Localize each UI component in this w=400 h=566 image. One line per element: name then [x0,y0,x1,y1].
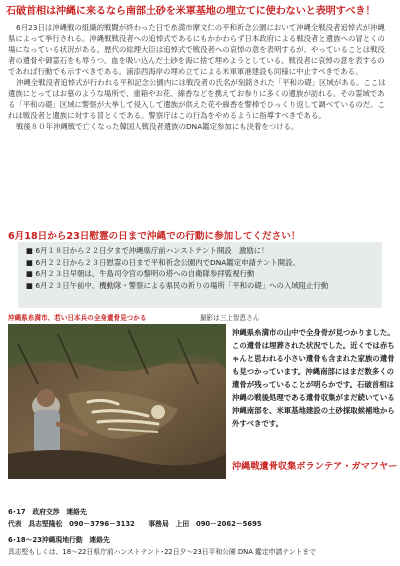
body-paragraph: 沖縄全戦没者追悼式が行われる平和記念公園内には戦没者の氏名が刻銘された「平和の礎」区域がある。ここは遺族にとってはお墓のような場所で、重箱やお花、線香などを携えてお参りに多くの遺族が訪れる。その霊域である「平和の礎」区域に警察が大挙して侵入して遺族が供えた花や線香を警棒でひっくり返して調べているのだ。これは戦没者と遺族に対する冒とくである。警察庁はこの行為をやめるように指導すべきである。 [8,78,386,120]
body-paragraph: 6月23日は沖縄戦の組織的戦闘が終わった日で糸満市摩文仁の平和祈念公園において沖縄全戦没者追悼式が沖縄県によって挙行される。沖縄戦戦没者への追悼式であるにもかかわらず日本政府による戦没者と遺族への冒とくの場になっている状況がある。歴代の総理大臣は追悼式で戦没者への哀悼の意を表明するが、やっていることは戦没者の遺骨や御霊石をも辱うつ、血を吸い込んだ土砂を海に捨て埋めようとしている。戦没者に哀悼の意を表するのであれば行動でも示すべきである。浦添西海岸の埋め立てによる米軍軍港建設も同様に中止すべきである。 [8,23,385,76]
contact-heading-okinawa: 6･18～23沖縄現地行動 連絡先 [8,536,110,544]
schedule-item: ■ 6月２２日から２３日慰霊の日まで平和祈念公園内でDNA鑑定申請テント開設、 [26,257,300,267]
contact-representative: 代表 具志堅隆松 090－3796－3132 事務局 上田 090－2062－5695 [8,520,262,528]
schedule-item-text: 6月１８日から２２日夕まで沖縄県庁前ハンストテント開設 激励に！ [35,246,269,255]
contact-heading-negotiation: 6･17 政府交渉 連絡先 [8,508,87,516]
schedule-item-text: 6月２２日から２３日慰霊の日まで平和祈念公園内でDNA鑑定申請テント開設、 [35,257,300,267]
schedule-item-text: 6月２３日午前中、機動隊・警察による県民の祈りの場所「平和の礎」への入域阻止行動 [35,280,329,290]
schedule-box [18,242,382,308]
schedule-title: 6月18日から23日慰霊の日まで沖縄での行動に参加してください！ [8,231,301,242]
excavation-photo [8,324,226,479]
body-paragraph: 戦後８０年沖縄戦で亡くなった韓国人戦没者遺族のDNA鑑定参加にも決着をつける。 [16,122,299,131]
schedule-list [18,242,382,291]
schedule-item: ■ 6月１８日から２２日夕まで沖縄県庁前ハンストテント開設 激励に！ [26,246,269,255]
photo-caption: 沖縄県糸満市、若い日本兵の全身遺骨見つかる [8,314,147,322]
schedule-item: ■ 6月２３日午前中、機動隊・警察による県民の祈りの場所「平和の礎」への入域阻止行動 [26,280,329,290]
schedule-item: ■ 6月２３日早朝は、牛島司令官の黎明の塔への自衛隊参拝監視行動 [26,269,255,279]
photo-credit: 撮影は三上智恵さん [200,314,260,322]
schedule-item-text: 6月２３日早朝は、牛島司令官の黎明の塔への自衛隊参拝監視行動 [35,269,255,279]
headline: 石破首相は沖縄に来るなら南部土砂を米軍基地の埋立てに使わないと表明すべき！ [6,6,376,17]
contact-locations: 具志堅もしくは、18～22日県庁前ハンストテント･22日夕～23日平和公園 DNA 鑑定申請テントまで [8,548,316,556]
organization-name: 沖縄戦遺骨収集ボランテア・ガマフヤー [232,461,398,472]
photo-description: 沖縄県糸満市の山中で全身骨が見つかりました。この遺骨は埋葬された状況でした。近くでは赤ちゃんと思われる小さい遺骨も含まれた家族の遺骨も見つかっています。沖縄南部にはまだ数多くの遺骨が残っていることが明らかです。石破首相は沖縄の戦後処理である遺骨収集がまだ続いている沖縄南部を、米軍基地建設の土砂採取候補地から外すべきです。 [232,328,395,428]
excavation-photo-illustration [8,324,226,479]
body-text [8,22,392,132]
